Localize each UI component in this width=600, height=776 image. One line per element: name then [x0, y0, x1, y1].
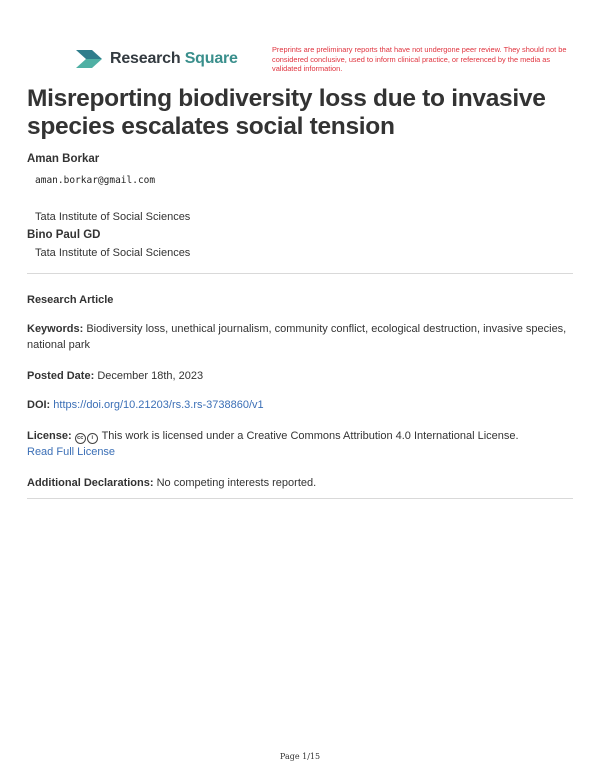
keywords-label: Keywords: [27, 323, 84, 335]
additional-declarations: Additional Declarations: No competing interests reported. [27, 477, 317, 489]
author-name-2: Bino Paul GD [27, 229, 101, 241]
paper-title: Misreporting biodiversity loss due to invasive species escalates social tension [27, 85, 546, 140]
divider-bottom [27, 498, 573, 499]
research-square-logo[interactable] [74, 48, 238, 70]
keywords [27, 321, 573, 353]
author-affiliation-2: Tata Institute of Social Sciences [35, 247, 191, 259]
preprint-disclaimer: Preprints are preliminary reports that have not undergone peer review. They should not be considered conclusive, used to inform clinical practice, or referenced by the media as validated information. [272, 45, 567, 74]
author-email-1[interactable]: aman.borkar@gmail.com [35, 175, 156, 186]
divider-top [27, 273, 573, 274]
by-icon: i [87, 433, 98, 444]
author-affiliation-1: Tata Institute of Social Sciences [35, 211, 191, 223]
license: License: cc i This work is licensed under a Creative Commons Attribution 4.0 International License. Read Full License [27, 430, 519, 458]
keywords-text: Biodiversity loss, unethical journalism, community conflict, ecological destruction, invasive species, national park [27, 323, 567, 351]
research-square-logo-icon [74, 48, 104, 70]
posted-date: Posted Date: December 18th, 2023 [27, 370, 204, 382]
doi: DOI: https://doi.org/10.21203/rs.3.rs-3738860/v1 [27, 399, 264, 411]
read-full-license-link[interactable]: Read Full License [27, 446, 116, 458]
doi-link[interactable]: https://doi.org/10.21203/rs.3.rs-3738860/v1 [53, 399, 264, 411]
license-text: This work is licensed under a Creative Commons Attribution 4.0 International License. [101, 430, 519, 442]
article-type: Research Article [27, 294, 114, 306]
page-number: Page 1/15 [279, 752, 321, 761]
logo-text: Research Square [110, 50, 238, 67]
author-name-1: Aman Borkar [27, 153, 100, 165]
cc-icon: cc [75, 433, 86, 444]
